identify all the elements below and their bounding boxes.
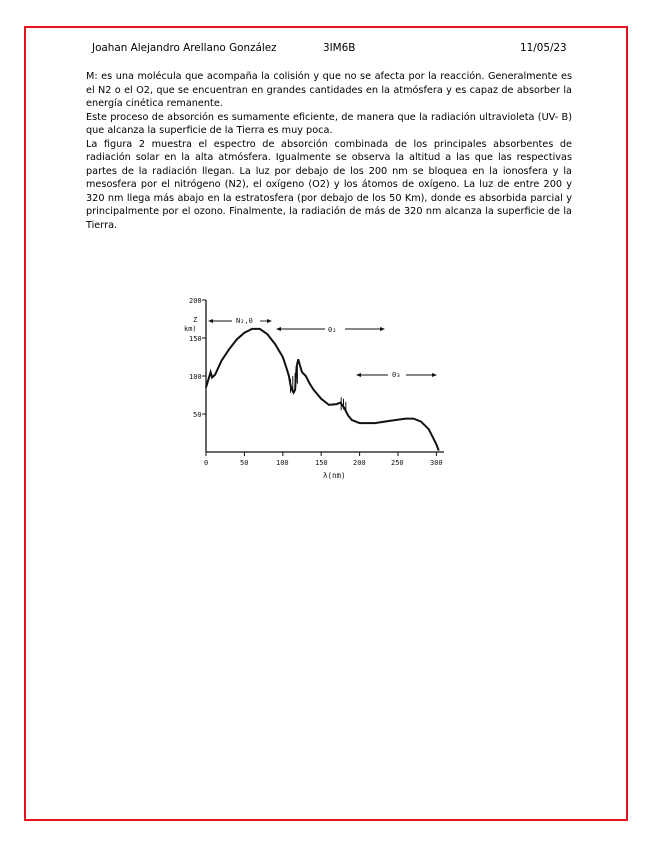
x-tick-label: 300 (430, 459, 443, 467)
x-tick-label: 250 (391, 459, 404, 467)
y-tick-label: 150 (189, 335, 202, 343)
paragraph: La figura 2 muestra el espectro de absorción combinada de los principales absorbentes de radiación solar en la alta atmósfera. Igualmente se observa la altitud a las que las respectivas partes de la radiación llegan. La luz por debajo de los 200 nm se bloquea en la ionosfera y la mesosfera por el nitrógeno (N2), el oxígeno (O2) y los átomos de oxígeno. La luz de entre 200 y 320 nm llega más abajo en la estratosfera (por debajo de los 50 Km), donde es absorbida parcial y principalmente por el ozono. Finalmente, la radiación de más de 320 nm alcanza la superficie de la Tierra. (86, 138, 572, 231)
arrow-head (276, 327, 281, 331)
y-tick-label: 100 (189, 373, 202, 381)
region-label-o2: 0₂ (328, 326, 337, 334)
region-label-n2o: N₂,0 (236, 317, 253, 325)
y-axis-label: km) (184, 325, 197, 333)
arrow-head (356, 373, 361, 377)
group-code: 3IM6B (323, 42, 356, 54)
x-tick-label: 0 (204, 459, 209, 467)
absorption-curve (206, 329, 439, 451)
paragraph: Este proceso de absorción es sumamente eficiente, de manera que la radiación ultravioleta (UV- B) que alcanza la superficie de la Tierra es muy poca. (86, 111, 572, 136)
document-body (86, 70, 572, 232)
region-label-o3: 0₃ (392, 371, 401, 379)
arrow-head (208, 319, 213, 323)
y-tick-label: 200 (189, 297, 202, 305)
x-tick-label: 150 (315, 459, 328, 467)
absorption-figure (170, 292, 480, 487)
y-tick-label: 50 (193, 411, 202, 419)
absorption-plot (170, 292, 480, 487)
arrow-head (380, 327, 385, 331)
arrow-head (432, 373, 437, 377)
arrow-head (267, 319, 272, 323)
paragraph: M: es una molécula que acompaña la colisión y que no se afecta por la reacción. Generalmente es el N2 o el O2, que se encuentran en grandes cantidades en la atmósfera y es capaz de absorber la energía cinética remanente. (86, 71, 572, 109)
x-tick-label: 200 (353, 459, 366, 467)
x-tick-label: 50 (240, 459, 249, 467)
x-axis-label: λ(nm) (323, 471, 346, 480)
x-tick-label: 100 (276, 459, 289, 467)
document-date: 11/05/23 (520, 42, 567, 54)
y-axis-label: Z (193, 316, 198, 324)
author-name: Joahan Alejandro Arellano González (92, 42, 277, 54)
